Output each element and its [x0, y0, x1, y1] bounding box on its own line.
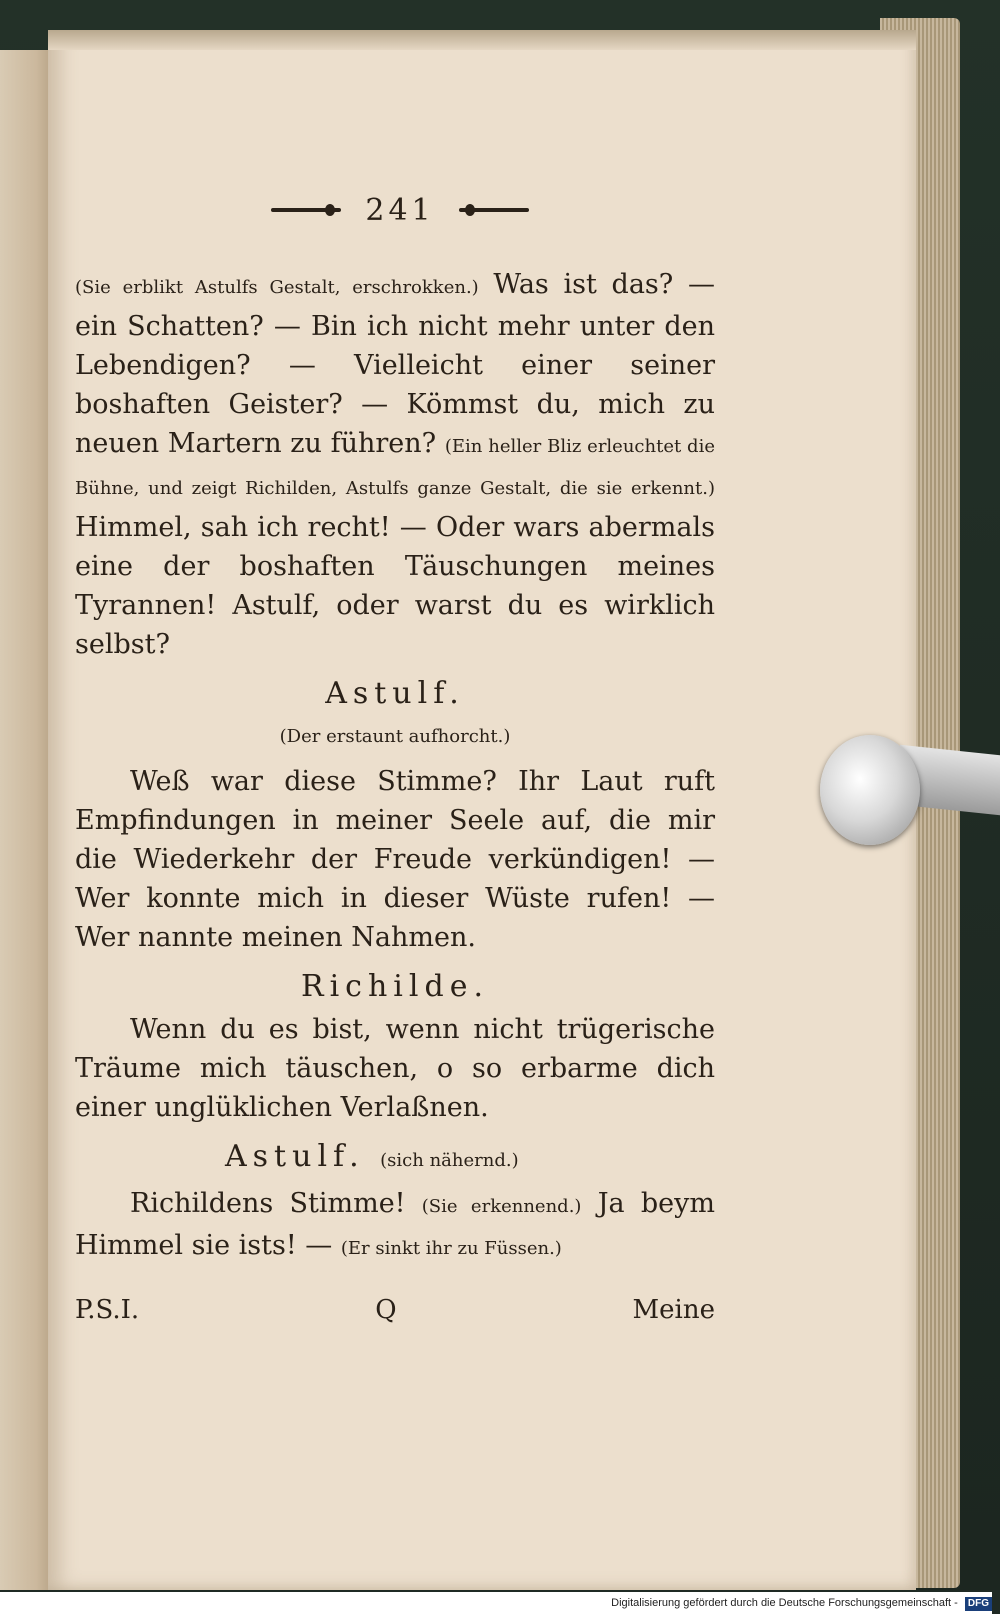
- speaker-name: Richilde.: [301, 969, 489, 1004]
- dialogue-text: Himmel, sah ich recht! — Oder wars abermals eine der boshaften Täuschungen meines Tyrannen! Astulf, oder warst du es wirklich selbst?: [75, 512, 715, 660]
- dialogue-text: Ja beym Himmel sie ists! —: [75, 1188, 715, 1261]
- header-ornament-left: [271, 208, 341, 212]
- dialogue-text: Richildens Stimme!: [130, 1188, 406, 1219]
- paragraph-richilde-1: [75, 265, 715, 664]
- stage-direction: (Sie erblikt Astulfs Gestalt, erschrokken.): [75, 277, 479, 298]
- header-ornament-right: [459, 208, 529, 212]
- facing-page-edge: [0, 50, 54, 1590]
- speaker-name: Astulf.: [325, 676, 465, 711]
- stage-direction: (Er sinkt ihr zu Füssen.): [340, 1238, 562, 1259]
- signature-mark: P.S.I.: [75, 1295, 140, 1325]
- stage-direction: (sich nähernd.): [380, 1150, 519, 1171]
- paragraph-astulf-1: Weß war diese Stimme? Ihr Laut ruft Empfindungen in meiner Seele auf, die mir die Wiederkehr der Freude verkündigen! — Wer konnte mich in dieser Wüste rufen! — Wer nannte meinen Nahmen.: [75, 766, 715, 953]
- credit-text: Digitalisierung gefördert durch die Deutsche Forschungsgemeinschaft -: [611, 1597, 958, 1609]
- page-number: 241: [365, 192, 435, 228]
- dialogue-text: Was ist das? — ein Schatten? — Bin ich nicht mehr unter den Lebendigen? — Vielleicht einer seiner boshaften Geister? — Kömmst du, mich zu neuen Martern zu führen?: [75, 269, 715, 459]
- digitization-credit: [0, 1592, 992, 1614]
- page-header: [245, 185, 555, 235]
- paragraph-astulf-2: [75, 1184, 715, 1268]
- stage-direction: (Ein heller Bliz erleuchtet die Bühne, und zeigt Richilden, Astulfs ganze Gestalt, die sie erkennt.): [75, 436, 715, 499]
- stage-direction: (Sie erkennend.): [421, 1196, 582, 1217]
- sheet-mark: Q: [375, 1295, 397, 1325]
- catchword: Meine: [632, 1295, 715, 1325]
- page-weight-icon: [820, 735, 920, 845]
- page-top-edge: [48, 30, 916, 50]
- speaker-line: [75, 1137, 715, 1180]
- speaker-name: Astulf.: [225, 1139, 365, 1174]
- paragraph-richilde-2: Wenn du es bist, wenn nicht trügerische Träume mich täuschen, o so erbarme dich einer unglüklichen Verlaßnen.: [75, 1014, 715, 1123]
- page-footer: [75, 1295, 715, 1325]
- dfg-logo-icon: DFG: [965, 1597, 992, 1611]
- stage-direction: (Der erstaunt aufhorcht.): [279, 726, 511, 747]
- page-text: [75, 265, 715, 1268]
